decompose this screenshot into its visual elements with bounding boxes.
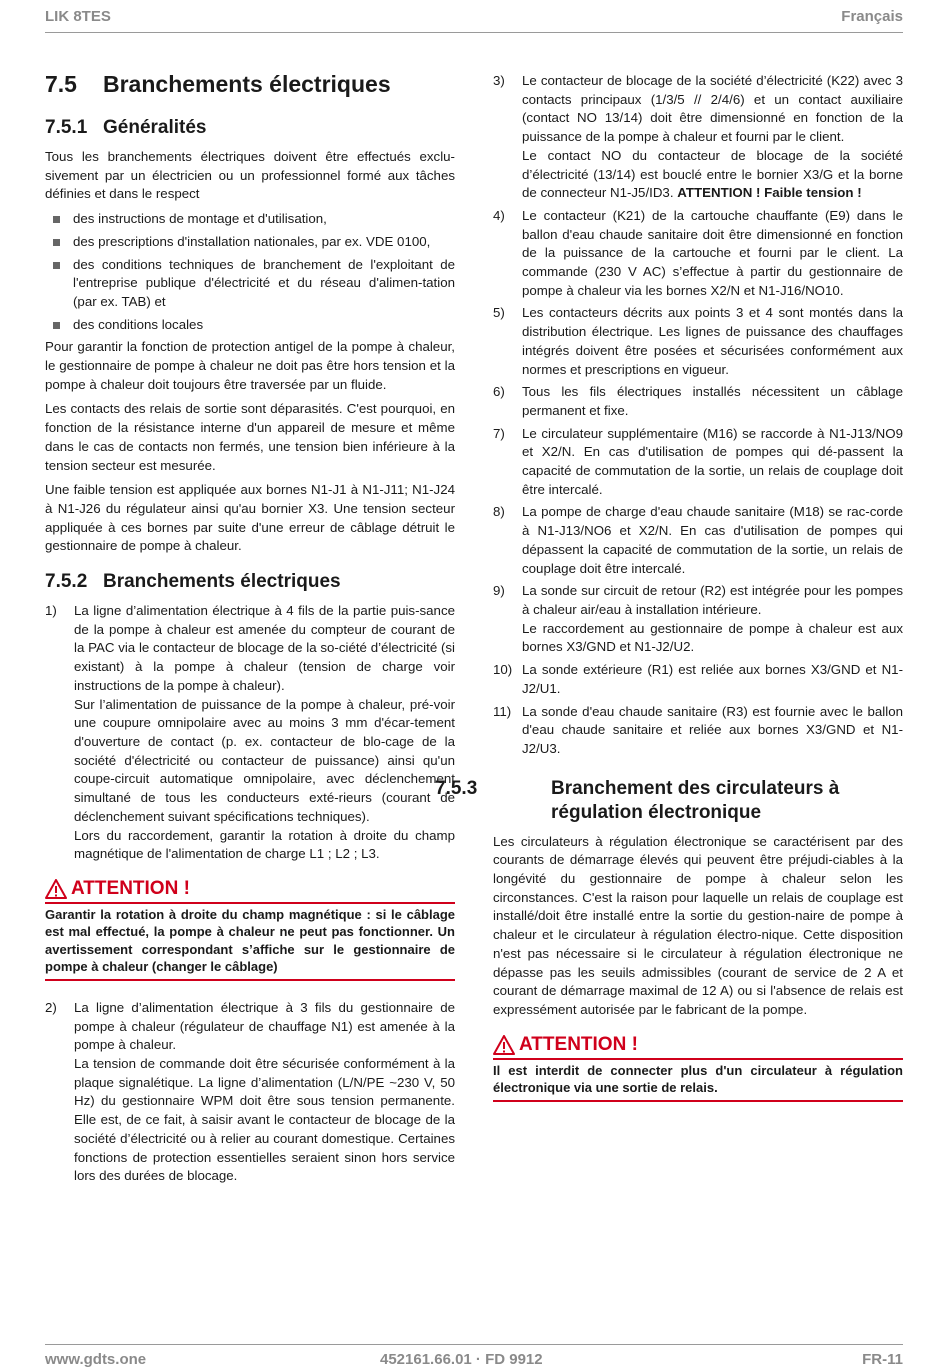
right-column — [435, 72, 903, 1120]
list-item — [45, 256, 455, 312]
page-footer — [45, 1344, 903, 1369]
paragraph: Les contacts des relais de sortie sont déparasités. C'est pourquoi, en fonction de la résistance interne d'un appareil de mesure et même dans le cas de contacts non fermés, une tension bien inférieure à la tension secteur est mesurée. — [45, 401, 455, 473]
warning-box — [45, 878, 455, 981]
left-column — [45, 66, 455, 1190]
list-item-text: La ligne d’alimentation électrique à 4 fils de la partie puis-sance de la pompe à chaleur est amenée du compteur de courant de la PAC via le contacteur de blocage de la so-ciété d’électricité (si existant) à la pompe à chaleur (tension de charge voir instructions de la pompe à chaleur). — [74, 603, 455, 693]
footer-doc-number: 452161.66.01 · FD 9912 — [380, 1351, 543, 1368]
list-number: 6) — [493, 384, 505, 400]
numbered-list — [493, 72, 903, 759]
numbered-list — [45, 602, 455, 864]
warning-title-text: ATTENTION ! — [71, 877, 190, 899]
list-item-text: Le contacteur de blocage de la société d’électricité (K22) avec 3 contacts principaux (1/3/5 // 2/4/6) et un contact auxiliaire (contact NO 13/14) doit être dimensionné en fonction de la puissance de la pompe à chaleur et fourni par le client. — [522, 73, 903, 145]
warning-title — [493, 1034, 903, 1060]
subsection-title: Généralités — [103, 117, 207, 138]
list-item — [45, 602, 455, 864]
list-number: 11) — [493, 703, 512, 719]
list-item-text: des prescriptions d'installation nationales, par ex. VDE 0100, — [73, 233, 431, 249]
subsection-number: 7.5.2 — [45, 571, 88, 593]
list-item — [493, 582, 903, 657]
list-number: 3) — [493, 73, 505, 88]
list-item-text: Le contacteur (K21) de la cartouche chauffante (E9) dans le ballon d'eau chaude sanitaire doit être dimensionné en fonction de la puissance de la cartouche et fourni par le client. La commande (230 V AC) s’effectue à partir du gestionnaire de pompe à chaleur via les bornes X2/N et N1-J16/NO10. — [522, 207, 903, 298]
list-item — [493, 661, 903, 698]
subsection-heading-3 — [435, 777, 903, 825]
list-item — [45, 233, 455, 252]
list-item-text: Sur l’alimentation de puissance de la pompe à chaleur, pré-voir une coupure omnipolaire avec au moins 3 mm d'écar-tement d'ouverture de contact (p. ex. contacteur de blo-cage de la société d'électricité ou contacteur de puissance) ainsi qu'un coupe-circuit automatique omnipolaire, avec déclenchement simultané de tous les conducteurs exté-rieurs (courant de déclenchement suivant spécifications techniques). — [74, 696, 455, 824]
bullet-list — [45, 210, 455, 334]
list-item — [493, 703, 903, 759]
list-number: 9) — [493, 583, 505, 599]
list-item — [493, 383, 903, 420]
section-number: 7.5 — [45, 71, 77, 97]
list-number: 5) — [493, 305, 505, 321]
section-heading — [45, 70, 455, 98]
bullet-square-icon — [53, 262, 60, 269]
list-item-text: La sonde d'eau chaude sanitaire (R3) est fournie avec le ballon d'eau chaude sanitaire et reliée aux bornes X3/GND et N1-J2/U3. — [522, 703, 903, 756]
warning-triangle-icon — [493, 1035, 515, 1055]
list-item-text: La pompe de charge d'eau chaude sanitaire (M18) se rac-corde à N1-J13/NO6 et X2/N. En cas d'utilisation de pompes qui dépassent la capacité de commutation de la sortie, un relais de couplage doit être intercalé. — [522, 504, 903, 576]
paragraph: Les circulateurs à régulation électronique se caractérisent par des courants de démarrage élevés qui peuvent être préjudi-ciables à la longévité du gestionnaire de pompe à chaleur selon les circonstances. C'est la raison pour laquelle un relais de couplage est installé/doit être installé entre la sortie du gestion-naire de pompe à chaleur et le circulateur à régulation électro-nique. Cette disposition n'est pas nécessaire si le circulateur à régulation électronique ne dépasse pas les seuils admissibles (courant de service de 2 A et courant de démarrage maximal de 12 A) ou si l'absence de relais est expressément autorisée par le fabricant de la pompe. — [493, 833, 903, 1017]
warning-box — [493, 1034, 903, 1102]
list-item-text: La ligne d’alimentation électrique à 3 fils du gestionnaire de pompe à chaleur (régulateur de chauffage N1) est amenée à la pompe à chaleur. — [74, 999, 455, 1053]
header-product: LIK 8TES — [45, 8, 111, 25]
list-item-text: Lors du raccordement, garantir la rotation à droite du champ magnétique de l'alimentation de charge L1 ; L2 ; L3. — [74, 827, 455, 862]
list-item-text: Le contact NO du contacteur de blocage de la société d’électricité (13/14) est bouclé entre le bornier X3/G et la borne de connecteur N1-J5/ID3. — [522, 147, 903, 201]
list-item-text: La sonde sur circuit de retour (R2) est intégrée pour les pompes à chaleur air/eau à installation intérieure. — [522, 583, 903, 617]
list-item-text: Les contacteurs décrits aux points 3 et 4 sont montés dans la distribution électrique. Les lignes de puissance des chauffages intégrés doivent être posées et sécurisées conformément aux normes et prescriptions en vigueur. — [522, 305, 903, 377]
bullet-square-icon — [53, 239, 60, 246]
list-item — [45, 210, 455, 229]
list-number: 10) — [493, 662, 513, 678]
list-item-text: Tous les fils électriques installés nécessitent un câblage permanent et fixe. — [522, 384, 903, 418]
numbered-list — [45, 999, 455, 1186]
list-item — [45, 999, 455, 1186]
subsection-number: 7.5.3 — [435, 777, 478, 799]
footer-page-number: FR-11 — [862, 1351, 903, 1368]
list-item — [493, 72, 903, 203]
page-header — [45, 6, 903, 33]
subsection-heading-2 — [45, 570, 455, 594]
list-item-text: Le raccordement au gestionnaire de pompe à chaleur est aux bornes X3/GND et N1-J2/U2. — [522, 620, 903, 655]
list-item-text: des conditions techniques de branchement de l'exploitant de l'entreprise publique d'électricité et du réseau d'alimen-tation (par ex. TAB) et — [73, 256, 455, 309]
paragraph: Pour garantir la fonction de protection antigel de la pompe à chaleur, le gestionnaire de pompe à chaleur ne doit pas être hors tension et la pompe à chaleur doit toujours être traversée par un fluide. — [45, 339, 455, 392]
subsection-title: Branchement des circulateurs à régulation électronique — [551, 777, 840, 823]
section-title: Branchements électriques — [103, 71, 391, 97]
list-item-text: La sonde extérieure (R1) est reliée aux bornes X3/GND et N1-J2/U1. — [522, 662, 903, 696]
list-item-text: des instructions de montage et d'utilisation, — [73, 211, 327, 227]
list-item-text: Le circulateur supplémentaire (M16) se raccorde à N1-J13/NO9 et X2/N. En cas d'utilisation de pompes qui dé-passent la capacité de commutation de la sortie, un relais de couplage doit être intercalé. — [522, 425, 903, 497]
paragraph: Une faible tension est appliquée aux bornes N1-J1 à N1-J11; N1-J24 à N1-J26 du régulateur ainsi qu'au bornier X3. Une tension secteur appliquée à ces bornes par suite d'une erreur de câblage détruit le gestionnaire de pompe à chaleur. — [45, 482, 455, 554]
warning-title-text: ATTENTION ! — [519, 1033, 638, 1055]
list-item — [493, 304, 903, 379]
bullet-square-icon — [53, 322, 60, 329]
bullet-square-icon — [53, 216, 60, 223]
warning-text: Garantir la rotation à droite du champ magnétique : si le câblage est mal effectué, la pompe à chaleur ne peut pas fonctionner. Un avertissement correspondant s’affiche sur le gestionnaire de pompe à chaleur (changer le câblage) — [45, 904, 455, 981]
list-number: 1) — [45, 603, 57, 619]
list-item — [45, 316, 455, 335]
footer-website: www.gdts.one — [45, 1351, 147, 1368]
list-item — [493, 207, 903, 301]
warning-title — [45, 878, 455, 904]
subsection-title: Branchements électriques — [103, 571, 341, 593]
paragraph: Tous les branchements électriques doivent être effectués exclu-sivement par un électricien ou un professionnel formé aux tâches définies et dans le respect — [45, 149, 455, 202]
subsection-heading-1 — [45, 116, 455, 140]
list-item — [493, 503, 903, 578]
inline-warning: ATTENTION ! Faible tension ! — [677, 185, 862, 201]
warning-text: Il est interdit de connecter plus d'un circulateur à régulation électronique via une sortie de relais. — [493, 1060, 903, 1102]
list-number: 7) — [493, 425, 505, 441]
list-item — [493, 425, 903, 500]
list-number: 8) — [493, 504, 505, 520]
warning-triangle-icon — [45, 879, 67, 899]
header-language: Français — [841, 8, 903, 25]
list-item-text: La tension de commande doit être sécurisée conformément à la plaque signalétique. La ligne d’alimentation (L/N/PE ~230 V, 50 Hz) du gestionnaire WPM doit être sous tension permanente. Elle est, de ce fait, à saisir avant le contacteur de blocage de la société d’électricité ou à relier au courant domestique. Certaines fonctions de protection essentielles seraient sinon hors service lors des durées de blocage. — [74, 1056, 455, 1184]
subsection-number: 7.5.1 — [45, 117, 88, 138]
list-item-text: des conditions locales — [73, 316, 204, 332]
list-number: 4) — [493, 207, 505, 223]
list-number: 2) — [45, 999, 57, 1015]
